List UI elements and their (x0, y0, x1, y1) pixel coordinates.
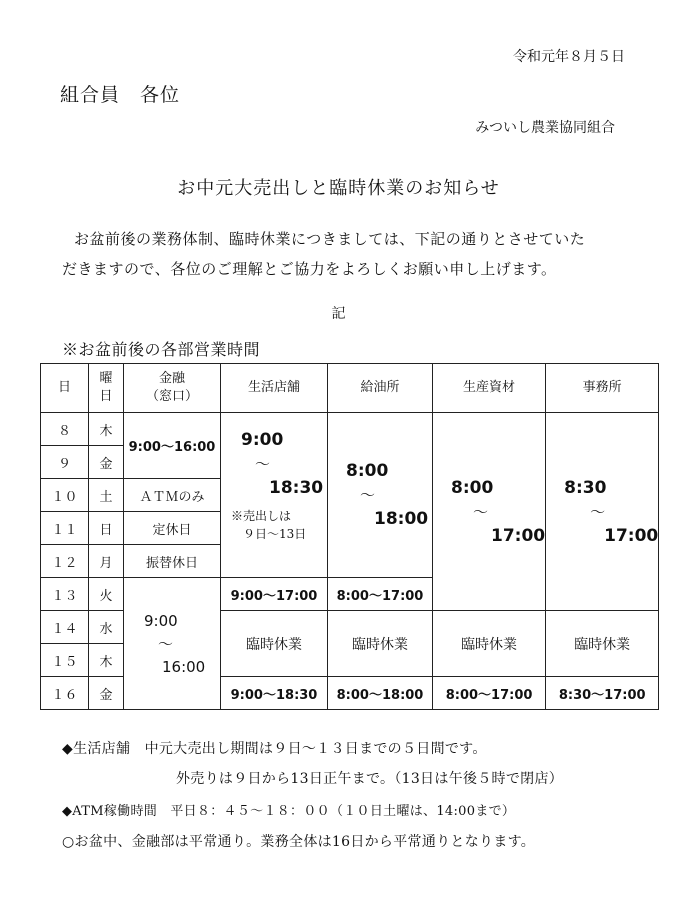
table-row (41, 413, 659, 446)
office-hours-16: 8:30～17:00 (546, 677, 659, 710)
store-hours-8-12: 9:00 ～ 18:30 ※売出しは ９日～13日 (221, 413, 328, 578)
office-temp-closed: 臨時休業 (546, 611, 659, 677)
day-cell: １５ (41, 644, 89, 677)
day-cell: １０ (41, 479, 89, 512)
footer-outside-sales: 外売りは９日から13日正午まで。（13日は午後５時で閉店） (176, 771, 564, 787)
materials-hours-8-13: 8:00 ～ 17:00 (433, 413, 546, 611)
finance-hours-13-16: 9:00 ～ 16:00 (124, 578, 221, 710)
sender-name: みついし農業協同組合 (475, 120, 615, 136)
footer-atm-hours: ◆ATM稼働時間 平日８：４５～１８：００（１０日土曜は、14:00まで） (62, 804, 516, 819)
day-cell: ９ (41, 446, 89, 479)
day-cell: １３ (41, 578, 89, 611)
body-line-2: だきますので、各位のご理解とご協力をよろしくお願い申し上げます。 (62, 260, 557, 278)
finance-substitute-holiday: 振替休日 (124, 545, 221, 578)
table-header-row (41, 364, 659, 413)
ki-heading: 記 (331, 306, 346, 322)
gas-hours-16: 8:00～18:00 (328, 677, 433, 710)
weekday-cell: 土 (89, 479, 124, 512)
weekday-cell: 水 (89, 611, 124, 644)
materials-temp-closed: 臨時休業 (433, 611, 546, 677)
store-hours-13: 9:00～17:00 (221, 578, 328, 611)
gas-temp-closed: 臨時休業 (328, 611, 433, 677)
document-date: 令和元年８月５日 (513, 49, 625, 65)
weekday-cell: 月 (89, 545, 124, 578)
weekday-cell: 木 (89, 413, 124, 446)
header-gas: 給油所 (328, 364, 433, 413)
footer-finance-note: ○お盆中、金融部は平常通り。業務全体は16日から平常通りとなります。 (62, 834, 536, 850)
gas-hours-8-12: 8:00 ～ 18:00 (328, 413, 433, 578)
header-finance: 金融 （窓口） (124, 364, 221, 413)
weekday-cell: 金 (89, 677, 124, 710)
footer-store-sale: ◆生活店舗 中元大売出し期間は９日～１３日までの５日間です。 (62, 741, 487, 757)
body-line-1: お盆前後の業務体制、臨時休業につきましては、下記の通りとさせていた (74, 230, 586, 248)
finance-atm-only: ＡＴＭのみ (124, 479, 221, 512)
gas-hours-13: 8:00～17:00 (328, 578, 433, 611)
sale-note: ※売出しは ９日～13日 (231, 509, 307, 541)
finance-closed-regular: 定休日 (124, 512, 221, 545)
header-office: 事務所 (546, 364, 659, 413)
materials-hours-16: 8:00～17:00 (433, 677, 546, 710)
day-cell: １６ (41, 677, 89, 710)
header-materials: 生産資材 (433, 364, 546, 413)
header-store: 生活店舗 (221, 364, 328, 413)
day-cell: １１ (41, 512, 89, 545)
day-cell: ８ (41, 413, 89, 446)
weekday-cell: 金 (89, 446, 124, 479)
office-hours-8-13: 8:30 ～ 17:00 (546, 413, 659, 611)
day-cell: １２ (41, 545, 89, 578)
finance-hours-8-9: 9:00～16:00 (124, 413, 221, 479)
header-day: 日 (41, 364, 89, 413)
weekday-cell: 日 (89, 512, 124, 545)
store-hours-16: 9:00～18:30 (221, 677, 328, 710)
day-cell: １４ (41, 611, 89, 644)
store-temp-closed: 臨時休業 (221, 611, 328, 677)
business-hours-table (40, 363, 659, 710)
notice-title: お中元大売出しと臨時休業のお知らせ (177, 178, 500, 199)
header-weekday: 曜 日 (89, 364, 124, 413)
addressee: 組合員 各位 (60, 84, 181, 106)
hours-section-title: ※お盆前後の各部営業時間 (62, 340, 261, 359)
weekday-cell: 木 (89, 644, 124, 677)
weekday-cell: 火 (89, 578, 124, 611)
